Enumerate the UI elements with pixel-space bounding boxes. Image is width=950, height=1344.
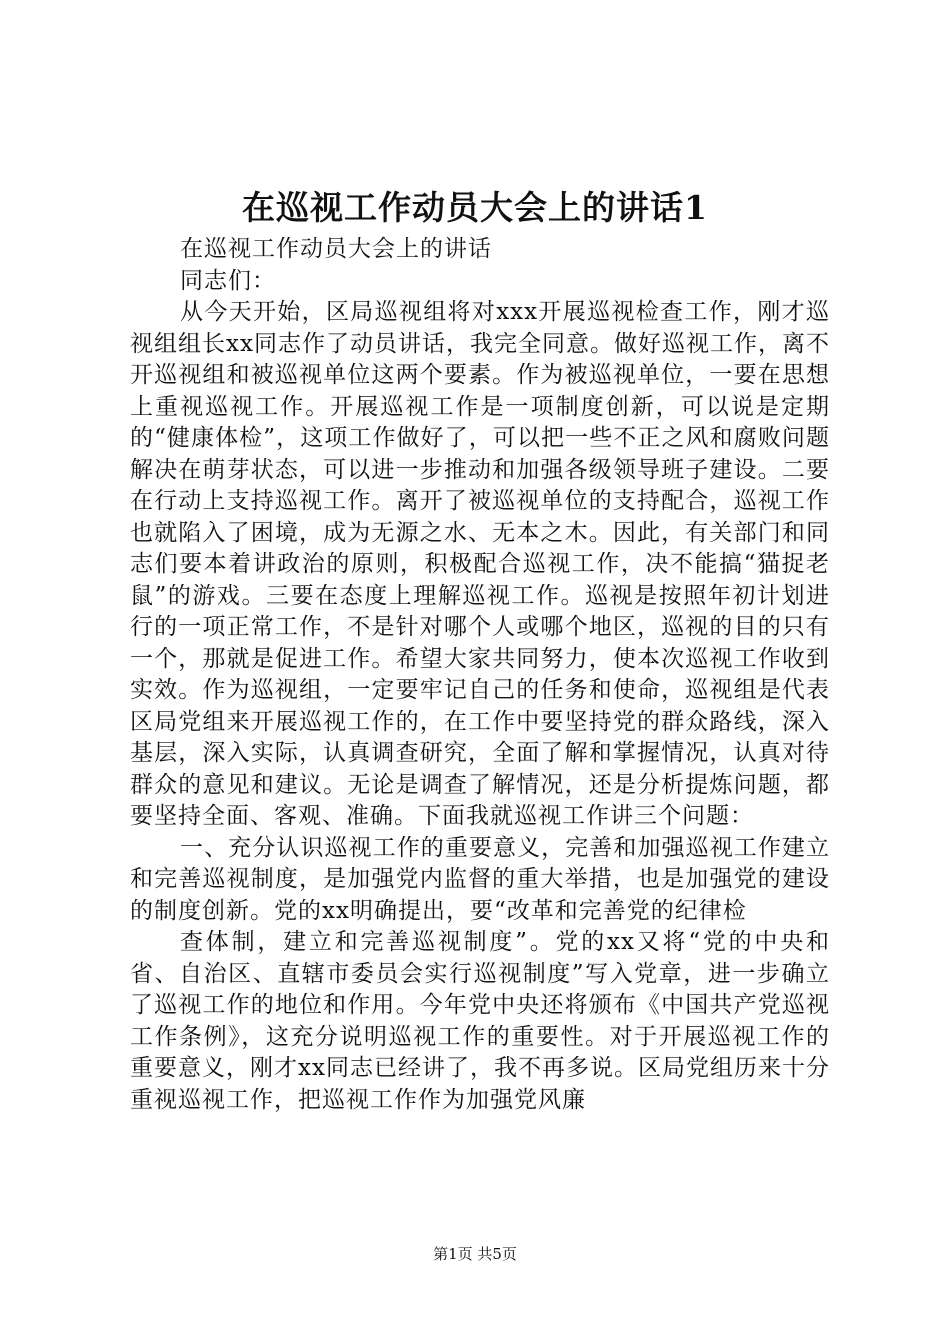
document-body — [130, 234, 830, 1116]
body-paragraph: 一、充分认识巡视工作的重要意义，完善和加强巡视工作建立和完善巡视制度，是加强党内监督的重大举措，也是加强党的建设的制度创新。党的xx明确提出，要“改革和完善党的纪律检 — [130, 834, 830, 924]
salutation-paragraph: 同志们： — [180, 267, 276, 294]
document-title: 在巡视工作动员大会上的讲话1 — [242, 188, 708, 227]
subtitle-paragraph: 在巡视工作动员大会上的讲话 — [180, 236, 492, 262]
body-paragraph: 从今天开始，区局巡视组将对xxx开展巡视检查工作，刚才巡视组组长xx同志作了动员讲话，我完全同意。做好巡视工作，离不开巡视组和被巡视单位这两个要素。作为被巡视单位，一要在思想上重视巡视工作。开展巡视工作是一项制度创新，可以说是定期的“健康体检”，这项工作做好了，可以把一些不正之风和腐败问题解决在萌芽状态，可以进一步推动和加强各级领导班子建设。二要在行动上支持巡视工作。离开了被巡视单位的支持配合，巡视工作也就陷入了困境，成为无源之水、无本之木。因此，有关部门和同志们要本着讲政治的原则，积极配合巡视工作，决不能搞“猫捉老鼠”的游戏。三要在态度上理解巡视工作。巡视是按照年初计划进行的一项正常工作，不是针对哪个人或哪个地区，巡视的目的只有一个，那就是促进工作。希望大家共同努力，使本次巡视工作收到实效。作为巡视组，一定要牢记自己的任务和使命，巡视组是代表区局党组来开展巡视工作的，在工作中要坚持党的群众路线，深入基层，深入实际，认真调查研究，全面了解和掌握情况，认真对待群众的意见和建议。无论是调查了解情况，还是分析提炼问题，都要坚持全面、客观、准确。下面我就巡视工作讲三个问题： — [130, 299, 830, 829]
page-number-footer: 第1页 共5页 — [433, 1245, 517, 1263]
body-paragraph: 查体制，建立和完善巡视制度”。党的xx又将“党的中央和省、自治区、直辖市委员会实行巡视制度”写入党章，进一步确立了巡视工作的地位和作用。今年党中央还将颁布《中国共产党巡视工作条例》，这充分说明巡视工作的重要性。对于开展巡视工作的重要意义，刚才xx同志已经讲了，我不再多说。区局党组历来十分重视巡视工作，把巡视工作作为加强党风廉 — [130, 929, 830, 1113]
